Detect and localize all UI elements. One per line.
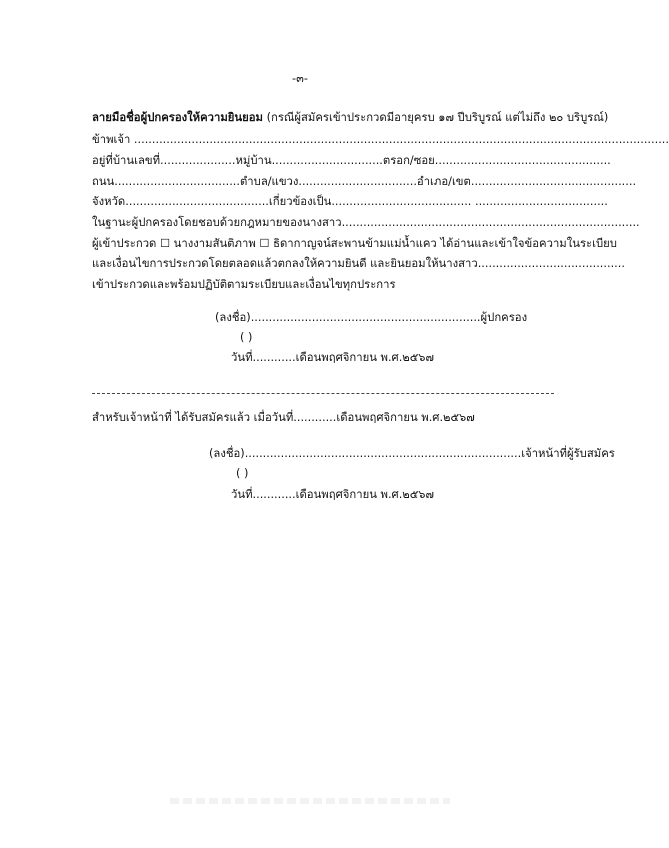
official-printed-name[interactable]: ( ) — [236, 467, 249, 480]
guardian-name-line[interactable]: ข้าพเจ้า ..................................................................................................................................................... — [92, 133, 669, 146]
guardian-sign-date[interactable]: วันที่............เดือนพฤศจิกายน พ.ศ.๒๕๖๗ — [231, 351, 434, 364]
consent-heading-note: (กรณีผู้สมัครเข้าประกวดมีอายุครบ ๑๗ ปีบริบูรณ์ แต่ไม่ถึง ๒๐ บริบูรณ์) — [262, 111, 609, 124]
guardian-signature-line[interactable]: (ลงชื่อ)................................................................ผู้ปกครอง — [215, 311, 528, 324]
contest-choice-line[interactable]: ผู้เข้าประกวด ☐ นางงามสันติภาพ ☐ ธิดากาญจน์สะพานข้ามแม่น้ำแคว ได้อ่านและเข้าใจข้อความในระเบียบ — [92, 237, 617, 250]
official-sign-date[interactable]: วันที่............เดือนพฤศจิกายน พ.ศ.๒๕๖๗ — [231, 488, 434, 501]
official-signature-line[interactable]: (ลงชื่อ).............................................................................เจ้าหน้าที่ผู้รับสมัคร — [209, 447, 615, 460]
consent-heading: ลายมือชื่อผู้ปกครองให้ความยินยอม — [92, 111, 263, 124]
consent-final-line: เข้าประกวดและพร้อมปฏิบัติตามระเบียบและเงื่อนไขทุกประการ — [92, 278, 396, 291]
road-district-line[interactable]: ถนน...................................ตำบล/แขวง.................................อำเภอ/เขต.............................................. — [92, 175, 637, 188]
official-received-line[interactable]: สำหรับเจ้าหน้าที่ ได้รับสมัครแล้ว เมื่อวันที่............เดือนพฤศจิกายน พ.ศ.๒๕๖๗ — [92, 411, 475, 424]
province-relation-line[interactable]: จังหวัด........................................เกี่ยวข้องเป็น....................................... ..................................... — [92, 195, 608, 208]
section-divider — [92, 393, 554, 394]
guardian-printed-name[interactable]: ( ) — [240, 331, 253, 344]
consent-statement-line[interactable]: และเงื่อนไขการประกวดโดยตลอดแล้วตกลงให้ความยินดี และยินยอมให้นางสาว......................................... — [92, 257, 625, 270]
faint-footer-bleed — [170, 798, 450, 804]
page-number: -๓- — [292, 72, 308, 85]
guardian-of-line[interactable]: ในฐานะผู้ปกครองโดยชอบด้วยกฎหมายของนางสาว................................................................................... — [92, 216, 640, 229]
consent-heading-row — [92, 111, 608, 125]
address-line[interactable]: อยู่ที่บ้านเลขที่.....................หมู่บ้าน...............................ตรอก/ซอย................................................. — [92, 154, 611, 167]
